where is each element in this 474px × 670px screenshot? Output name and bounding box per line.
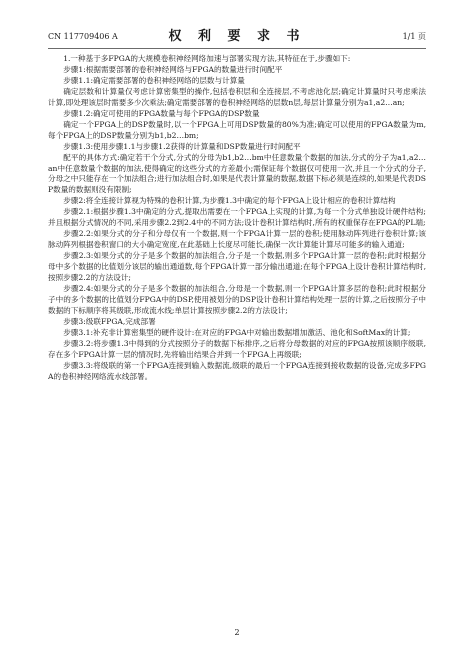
claim-paragraph: 配平的具体方式:确定若干个分式,分式的分母为b1,b2…bm中任意数量个数据的加法,分式的分子为a1,a2…an中任意数量个数据的加法,使得确定的这些分式的方差最小;需保证每个数据仅可使用一次,并且一个分式的分子,分母之中只能存在一个加法组合;进行加法组合时,如果是代表计算量的数据,数据下标必须是连续的,如果是代表DSP数量的数据则没有限制; <box>48 152 426 195</box>
document-title: 权 利 要 求 书 <box>168 29 306 44</box>
claims-body <box>48 54 426 614</box>
page-number: 2 <box>234 628 240 637</box>
claim-paragraph: 步骤3.1:补充非计算密集型的硬件设计:在对应的FPGA中对输出数据增加激活、池化和SoftMax的计算; <box>63 327 411 337</box>
page-footer <box>0 628 474 638</box>
claim-paragraph: 步骤2.1:根据步骤1.3中确定的分式,提取出需要在一个FPGA上实现的计算,为每一个分式单独设计硬件结构;并且根据分式情况的不同,采用步骤2.2到2.4中的不同方法;设计卷积计算结构时,所有的权重保存在FPGA的PL端; <box>48 207 426 228</box>
claim-paragraph: 步骤2:将全连接计算视为特殊的卷积计算,为步骤1.3中确定的每个FPGA上设计相应的卷积计算结构 <box>63 196 396 206</box>
claim-paragraph: 步骤2.3:如果分式的分子是多个数据的加法组合,分子是一个数据,则多个FPGA计算一层的卷积;此时根据分母中多个数据的比值划分该层的输出通道数,每个FPGA计算一部分输出通道;在每个FPGA上设计卷积计算结构时,按照步骤2.2的方法设计; <box>48 251 426 283</box>
claim-paragraph: 步骤2.2:如果分式的分子和分母仅有一个数据,则一个FPGA计算一层的卷积;使用脉动阵列进行卷积计算;该脉动阵列根据卷积窗口的大小确定宽度,在此基础上长度尽可能长,确保一次计算能计算尽可能多的输入通道; <box>48 229 426 250</box>
claim-paragraph: 1.一种基于多FPGA的大规模卷积神经网络加速与部署实现方法,其特征在于,步骤如下: <box>63 54 351 63</box>
claim-paragraph: 确定层数和计算量仅考虑计算密集型的操作,包括卷积层和全连接层,不考虑池化层;确定计算量时只考虑乘法计算,即处理该层时需要多少次乘法;确定需要部署的卷积神经网络的层数n层,每层计算量分别为a1,a2…an; <box>48 86 426 107</box>
page-indicator: 1/1 页 <box>402 32 426 41</box>
claim-paragraph: 步骤1.2:确定可使用的FPGA数量与每个FPGA的DSP数量 <box>63 108 260 118</box>
claim-paragraph: 步骤1.3:使用步骤1.1与步骤1.2获得的计算量和DSP数量进行时间配平 <box>63 141 301 151</box>
claim-paragraph: 步骤3.3:将级联的第一个FPGA连接到输入数据流,级联的最后一个FPGA连接到接收数据的设备,完成多FPGA的卷积神经网络流水线部署。 <box>48 360 426 381</box>
claim-paragraph: 步骤1.1:确定需要部署的卷积神经网络的层数与计算量 <box>63 75 245 85</box>
claim-paragraph: 步骤2.4:如果分式的分子是多个数据的加法组合,分母是一个数据,则一个FPGA计算多层的卷积;此时根据分子中的多个数据的比值划分FPGA中的DSP,使用被划分的DSP设计卷积计算结构处理一层的计算,之后按照分子中数据的下标顺序将其级联,形成流水线;单层计算按照步骤2.2的方法设计; <box>48 284 426 315</box>
header-divider <box>48 48 426 49</box>
claim-paragraph: 确定一个FPGA上的DSP数量时,以一个FPGA上可用DSP数量的80%为准;确定可以使用的FPGA数量为m,每个FPGA上的DSP数量分别为b1,b2…bm; <box>48 119 426 140</box>
document-number: CN 117709406 A <box>48 32 118 41</box>
page-header <box>48 28 426 46</box>
claim-paragraph: 步骤3.2:将步骤1.3中得到的分式按照分子的数据下标排序,之后将分母数据的对应的FPGA按照该顺序级联,存在多个FPGA计算一层的情况时,先将输出结果合并到一个FPGA上再级联; <box>48 338 426 359</box>
claim-paragraph: 步骤3:级联FPGA,完成部署 <box>63 316 156 326</box>
claim-paragraph: 步骤1:根据需要部署的卷积神经网络与FPGA的数量进行时间配平 <box>63 64 283 74</box>
